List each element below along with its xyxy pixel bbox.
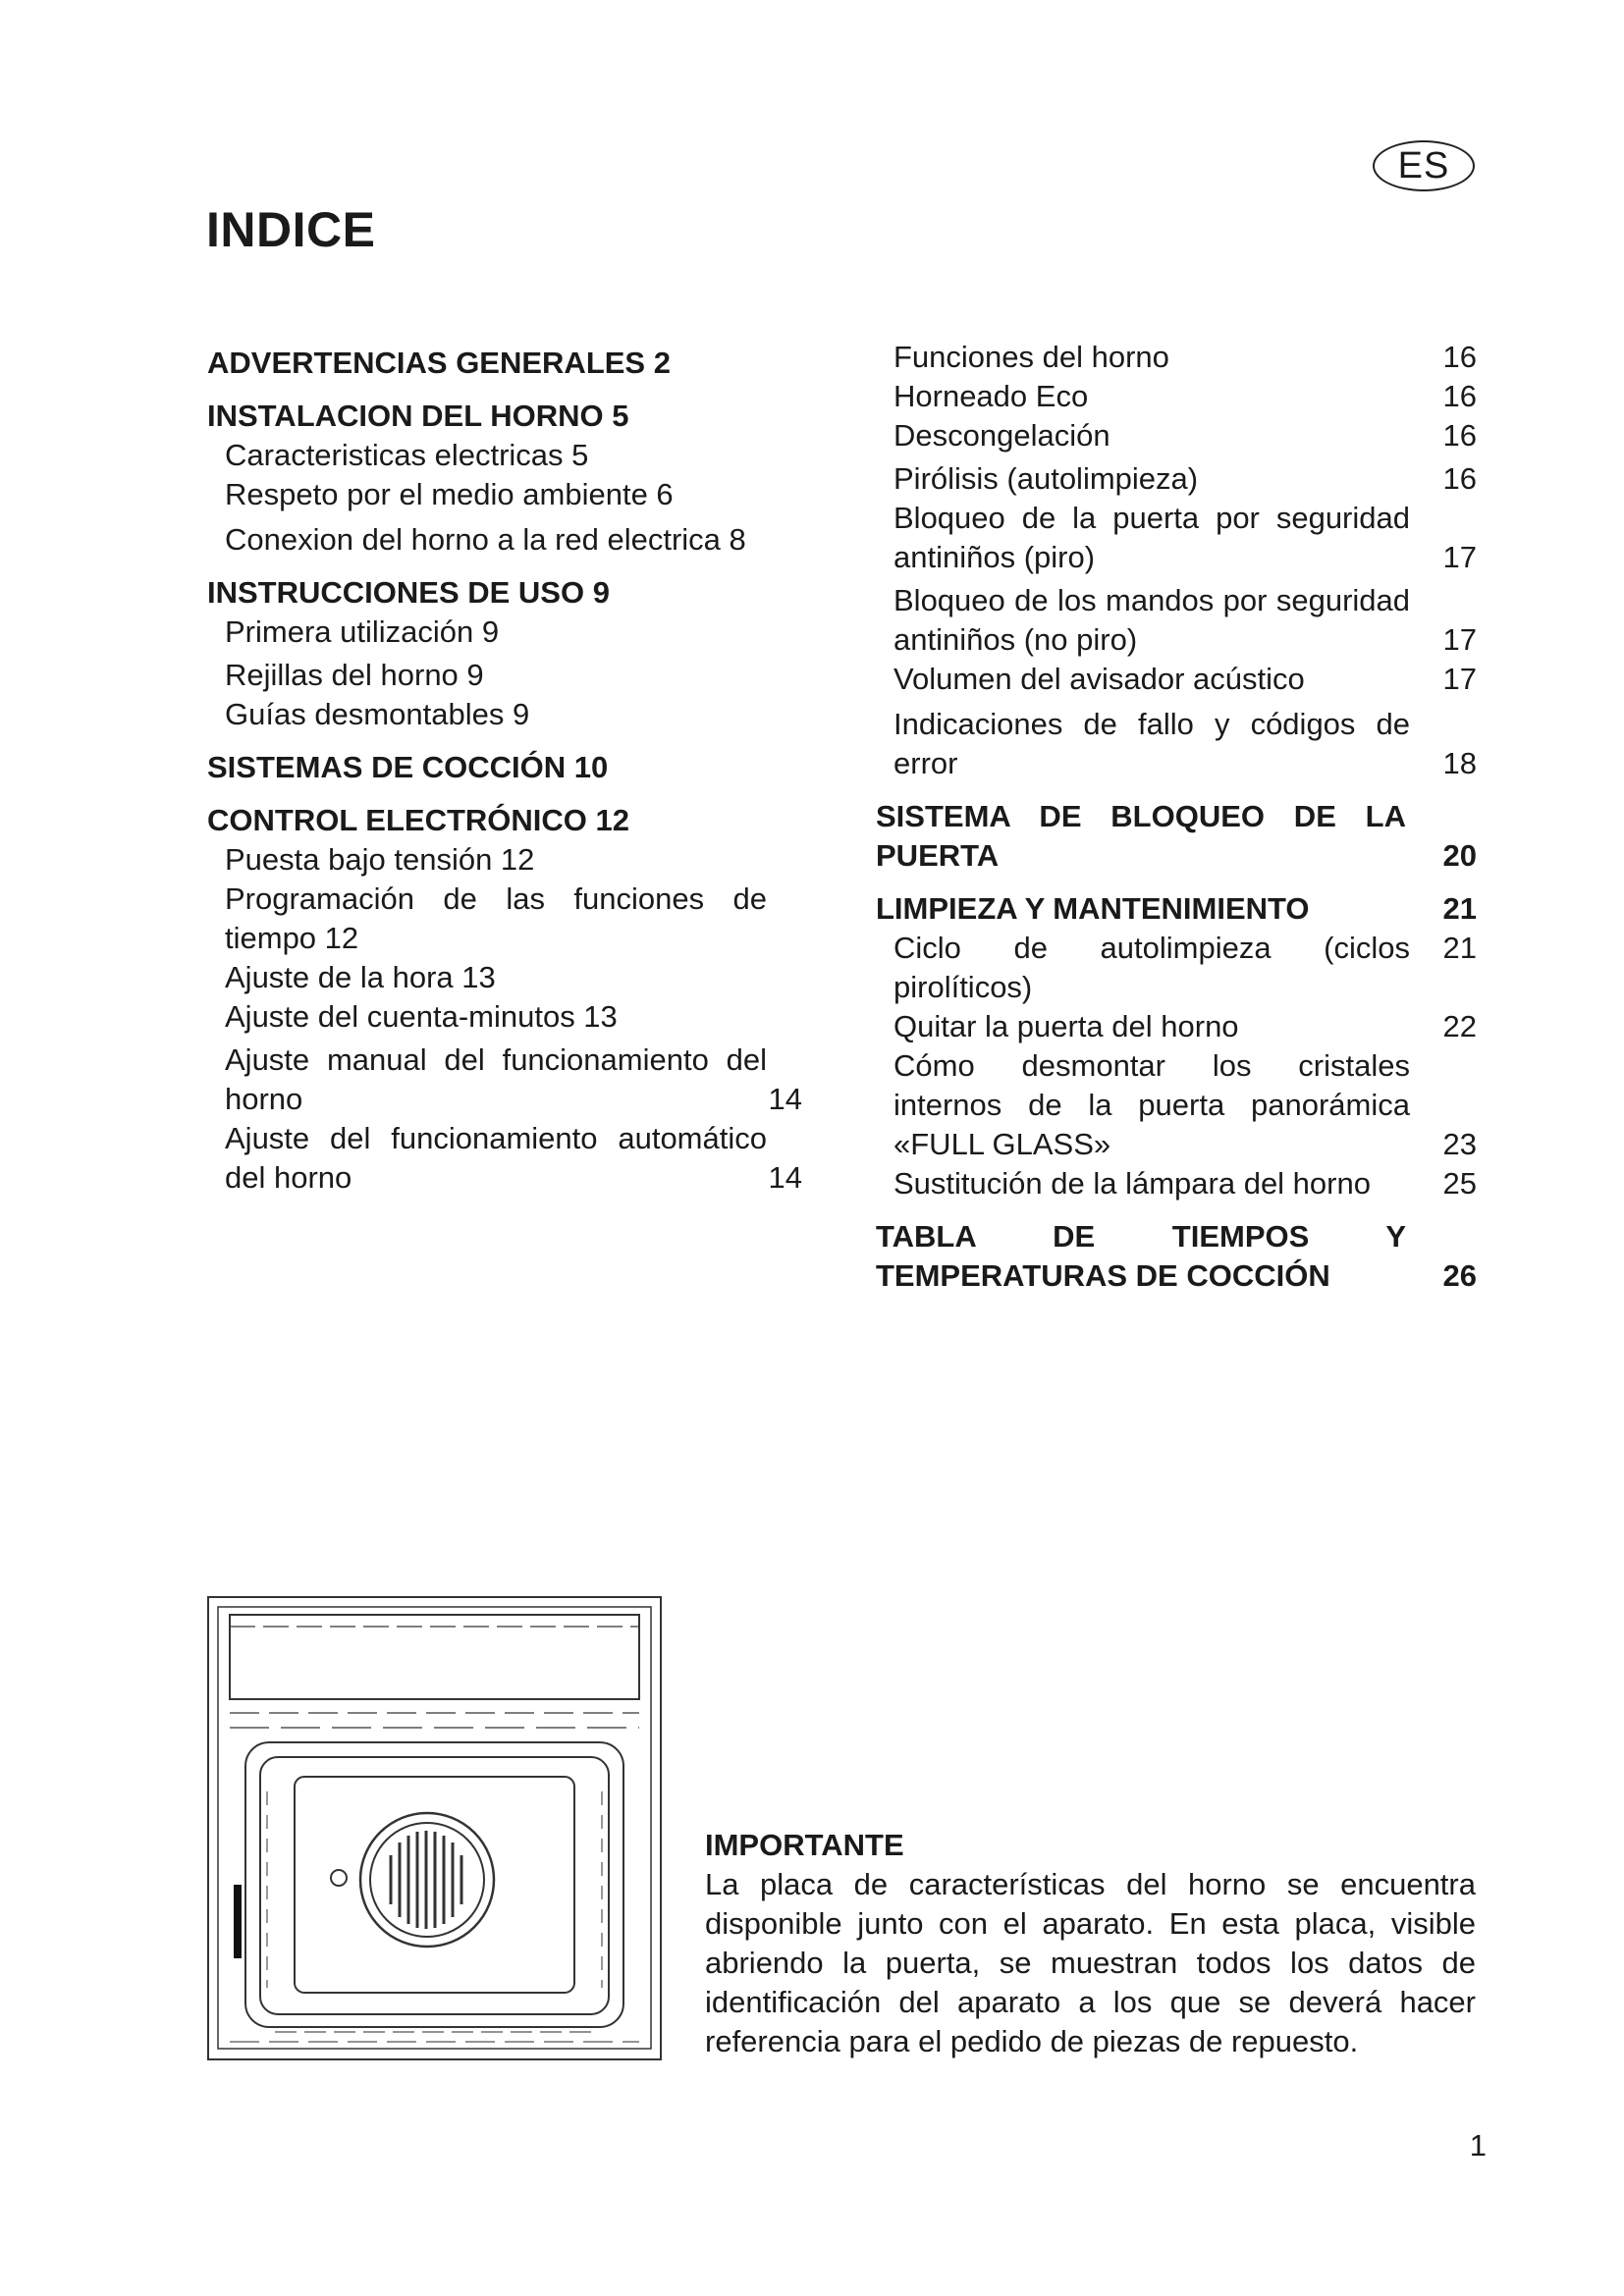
toc-item-title: Caracteristicas electricas 5 [225, 438, 589, 472]
toc-section[interactable] [207, 748, 747, 787]
toc-section-title: TABLA DE TIEMPOS Y TEMPERATURAS DE COCCIÓN [876, 1219, 1406, 1293]
toc-section-title: LIMPIEZA Y MANTENIMIENTO [876, 891, 1310, 926]
toc-item[interactable] [876, 1164, 1477, 1203]
language-badge: ES [1373, 140, 1475, 191]
toc-item[interactable] [207, 520, 806, 560]
toc-item[interactable] [876, 660, 1477, 699]
toc-item-title: Puesta bajo tensión 12 [225, 842, 535, 877]
toc-item[interactable] [876, 1007, 1477, 1046]
toc-item[interactable] [876, 581, 1477, 660]
toc-section-title: CONTROL ELECTRÓNICO 12 [207, 803, 630, 837]
toc-item[interactable] [207, 475, 806, 514]
important-body: La placa de características del horno se encuentra disponible junto con el aparato. En esta placa, visible abriendo la puerta, se muestran todos los datos de identificación del aparato a los que se deverá hacer referencia para el pedido de piezas de repuesto. [705, 1867, 1476, 2058]
toc-item[interactable] [876, 1046, 1477, 1164]
toc-item-title: Bloqueo de la puerta por seguridad antiniños (piro) [893, 501, 1410, 574]
toc-section-title: SISTEMA DE BLOQUEO DE LA PUERTA [876, 799, 1406, 873]
toc-item[interactable] [876, 338, 1477, 377]
toc-item-title: Ajuste de la hora 13 [225, 960, 496, 994]
toc-item-title: Conexion del horno a la red electrica 8 [225, 522, 746, 557]
toc-item[interactable] [207, 695, 806, 734]
toc-item[interactable] [207, 613, 806, 652]
toc-item-title: Ajuste del cuenta-minutos 13 [225, 999, 618, 1034]
toc-item[interactable] [876, 416, 1477, 455]
toc-page-number: 17 [1442, 622, 1477, 657]
toc-item-title: Ajuste manual del funcionamiento del horno [225, 1042, 767, 1116]
toc-item-title: Descongelación [893, 418, 1110, 453]
toc-page-number: 14 [768, 1160, 802, 1195]
toc-item-title: Respeto por el medio ambiente 6 [225, 477, 674, 511]
toc-page-number: 17 [1442, 540, 1477, 574]
toc-section-title: INSTALACION DEL HORNO 5 [207, 399, 629, 433]
toc-item[interactable] [876, 929, 1477, 1007]
toc-item-title: Ajuste del funcionamiento automático del horno [225, 1121, 767, 1195]
toc-left-column [207, 344, 806, 1198]
toc-right-column [876, 338, 1477, 1296]
toc-item[interactable] [207, 840, 806, 880]
toc-item-title: Guías desmontables 9 [225, 697, 530, 731]
toc-section[interactable] [207, 801, 747, 840]
toc-item[interactable] [876, 705, 1477, 783]
toc-item-title: Pirólisis (autolimpieza) [893, 461, 1199, 496]
toc-item-title: Indicaciones de fallo y códigos de error [893, 707, 1410, 780]
page-title: INDICE [206, 202, 376, 257]
toc-item[interactable] [207, 1041, 806, 1119]
toc-item[interactable] [207, 997, 806, 1037]
toc-item[interactable] [207, 436, 806, 475]
toc-item-title: Ciclo de autolimpieza (ciclos pirolíticos) [893, 931, 1410, 1004]
toc-page-number: 20 [1442, 838, 1477, 873]
toc-section-title: ADVERTENCIAS GENERALES 2 [207, 346, 671, 380]
toc-item-title: Primera utilización 9 [225, 614, 500, 649]
toc-item-title: Rejillas del horno 9 [225, 658, 484, 692]
toc-item[interactable] [876, 377, 1477, 416]
toc-item-title: Cómo desmontar los cristales internos de la puerta panorámica «FULL GLASS» [893, 1048, 1410, 1161]
toc-item-title: Quitar la puerta del horno [893, 1009, 1239, 1043]
toc-item[interactable] [207, 958, 806, 997]
toc-section[interactable] [876, 797, 1477, 876]
toc-item-title: Sustitución de la lámpara del horno [893, 1166, 1371, 1201]
toc-page-number: 16 [1442, 340, 1477, 374]
toc-page-number: 21 [1442, 891, 1477, 926]
toc-page-number: 23 [1442, 1127, 1477, 1161]
toc-page-number: 17 [1442, 662, 1477, 696]
toc-item[interactable] [207, 880, 806, 958]
toc-page-number: 14 [768, 1082, 802, 1116]
toc-section[interactable] [207, 397, 747, 436]
toc-section[interactable] [876, 1217, 1477, 1296]
toc-item-title: Funciones del horno [893, 340, 1169, 374]
toc-page-number: 16 [1442, 379, 1477, 413]
important-heading: IMPORTANTE [705, 1828, 904, 1862]
toc-page-number: 22 [1442, 1009, 1477, 1043]
toc-section-title: SISTEMAS DE COCCIÓN 10 [207, 750, 609, 784]
toc-page-number: 21 [1442, 931, 1477, 965]
toc-page-number: 26 [1442, 1258, 1477, 1293]
toc-page-number: 25 [1442, 1166, 1477, 1201]
toc-section[interactable] [207, 344, 747, 383]
toc-item[interactable] [207, 656, 806, 695]
toc-item-title: Volumen del avisador acústico [893, 662, 1305, 696]
toc-page-number: 16 [1442, 461, 1477, 496]
toc-item-title: Horneado Eco [893, 379, 1089, 413]
toc-page-number: 18 [1442, 746, 1477, 780]
toc-section[interactable] [207, 573, 747, 613]
toc-item-title: Bloqueo de los mandos por seguridad antiniños (no piro) [893, 583, 1410, 657]
page-number: 1 [1469, 2128, 1487, 2163]
toc-section[interactable] [876, 889, 1477, 929]
toc-section-title: INSTRUCCIONES DE USO 9 [207, 575, 610, 610]
toc-item[interactable] [876, 499, 1477, 577]
toc-item[interactable] [207, 1119, 806, 1198]
toc-item-title: Programación de las funciones de tiempo 12 [225, 881, 767, 955]
important-note [705, 1826, 1476, 2061]
toc-page-number: 16 [1442, 418, 1477, 453]
oven-illustration [206, 1595, 663, 2061]
toc-item[interactable] [876, 459, 1477, 499]
